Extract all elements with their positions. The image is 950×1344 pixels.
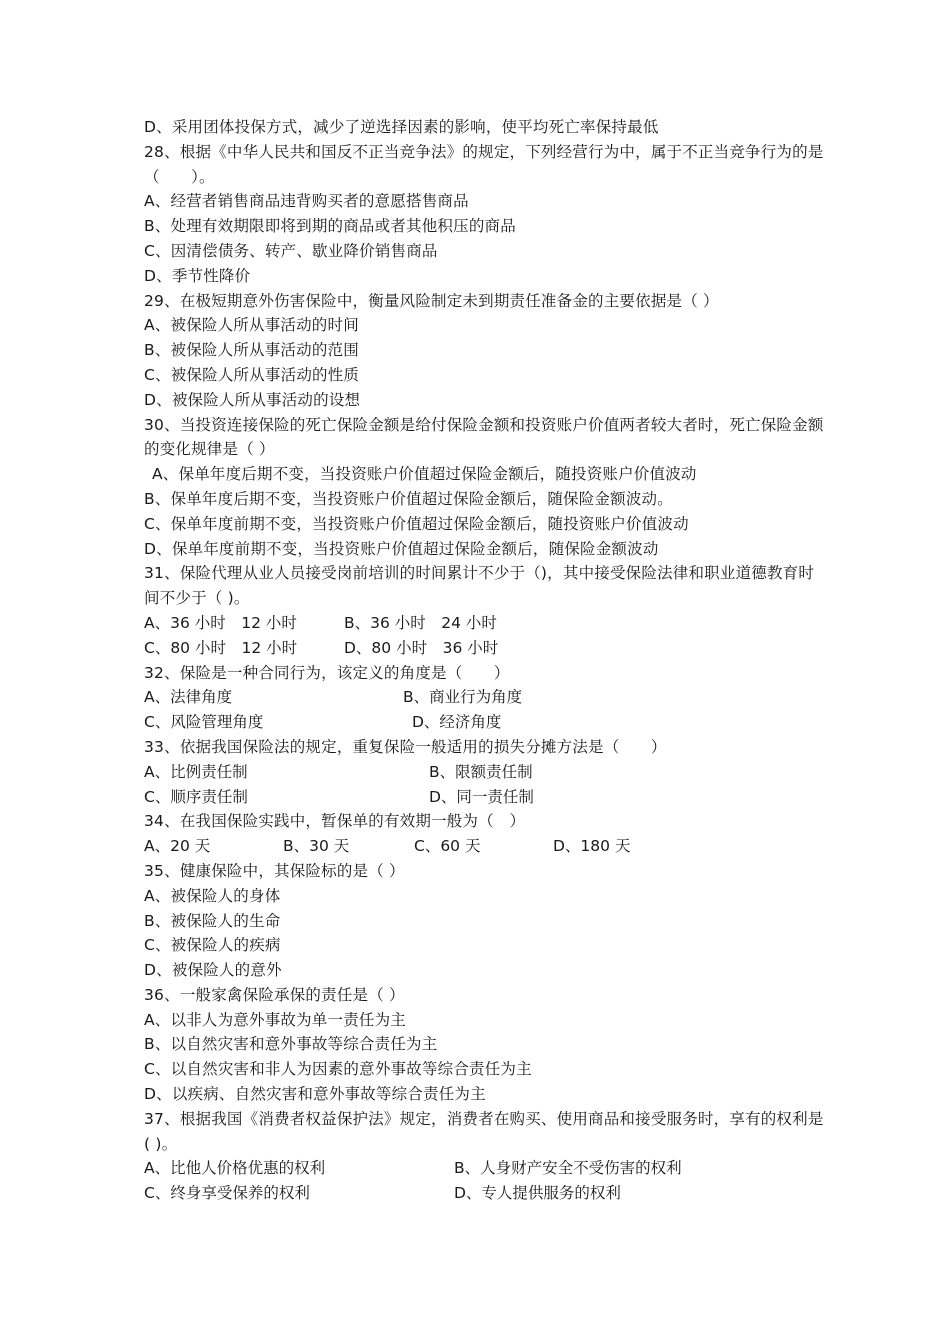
q34-option-b: B、30 天: [283, 837, 350, 856]
q32-option-c: C、风险管理角度: [144, 713, 264, 732]
q36-stem: 36、一般家禽保险承保的责任是（ ）: [144, 985, 405, 1004]
q29-stem: 29、在极短期意外伤害保险中，衡量风险制定未到期责任准备金的主要依据是（ ）: [144, 291, 719, 310]
q35-option-c: C、被保险人的疾病: [144, 936, 281, 955]
q29-option-a: A、被保险人所从事活动的时间: [144, 316, 359, 335]
q30-option-d: D、保单年度前期不变，当投资账户价值超过保险金额后，随保险金额波动: [144, 539, 659, 558]
q37-option-c: C、终身享受保养的权利: [144, 1184, 310, 1203]
q31-option-a: A、36 小时 12 小时: [144, 613, 297, 632]
q37-option-a: A、比他人价格优惠的权利: [144, 1159, 326, 1178]
q29-option-c: C、被保险人所从事活动的性质: [144, 365, 360, 384]
q32-option-b: B、商业行为角度: [403, 688, 523, 707]
q35-stem: 35、健康保险中，其保险标的是（ ）: [144, 861, 405, 880]
q32-option-d: D、经济角度: [412, 713, 502, 732]
q30-option-b: B、保单年度后期不变，当投资账户价值超过保险金额后，随保险金额波动。: [144, 489, 673, 508]
q31-option-b: B、36 小时 24 小时: [344, 613, 497, 632]
q37-option-d: D、专人提供服务的权利: [454, 1184, 621, 1203]
q33-option-d: D、同一责任制: [429, 787, 534, 806]
question-list: [144, 115, 824, 1206]
q30-option-a: A、保单年度后期不变，当投资账户价值超过保险金额后，随投资账户价值波动: [152, 465, 697, 484]
q30-stem: 30、当投资连接保险的死亡保险金额是给付保险金额和投资账户价值两者较大者时，死亡保险金额的变化规律是（ ）: [144, 415, 824, 459]
q34-option-a: A、20 天: [144, 837, 211, 856]
q34-option-d: D、180 天: [553, 837, 631, 856]
q31-stem: 31、保险代理从业人员接受岗前培训的时间累计不少于（)，其中接受保险法律和职业道德教育时间不少于（ )。: [144, 564, 815, 608]
q29-option-b: B、被保险人所从事活动的范围: [144, 341, 359, 360]
q28-option-d: D、季节性降价: [144, 266, 251, 285]
q31-options-row: [144, 636, 824, 661]
q33-options-row: [144, 760, 824, 785]
q36-option-c: C、以自然灾害和非人为因素的意外事故等综合责任为主: [144, 1060, 532, 1079]
q31-option-c: C、80 小时 12 小时: [144, 638, 298, 657]
q31-option-d: D、80 小时 36 小时: [344, 638, 499, 657]
q29-option-d: D、被保险人所从事活动的设想: [144, 390, 361, 409]
q33-stem: 33、依据我国保险法的规定，重复保险一般适用的损失分摊方法是（ ）: [144, 737, 667, 756]
q34-options-row: [144, 834, 824, 859]
q30-option-c: C、保单年度前期不变，当投资账户价值超过保险金额后，随投资账户价值波动: [144, 514, 689, 533]
q36-option-b: B、以自然灾害和意外事故等综合责任为主: [144, 1035, 438, 1054]
q28-option-c: C、因清偿债务、转产、歇业降价销售商品: [144, 241, 438, 260]
q32-option-a: A、法律角度: [144, 688, 233, 707]
q33-options-row: [144, 785, 824, 810]
q32-stem: 32、保险是一种合同行为，该定义的角度是（ ）: [144, 663, 510, 682]
q37-option-b: B、人身财产安全不受伤害的权利: [454, 1159, 682, 1178]
q35-option-a: A、被保险人的身体: [144, 886, 281, 905]
q27-option-d: D、采用团体投保方式，减少了逆选择因素的影响，使平均死亡率保持最低: [144, 118, 659, 136]
q32-options-row: [144, 685, 824, 710]
q35-option-b: B、被保险人的生命: [144, 911, 281, 930]
q35-option-d: D、被保险人的意外: [144, 961, 282, 980]
q37-options-row: [144, 1181, 824, 1206]
q33-option-a: A、比例责任制: [144, 762, 248, 781]
q36-option-a: A、以非人为意外事故为单一责任为主: [144, 1010, 407, 1029]
q28-stem: 28、根据《中华人民共和国反不正当竞争法》的规定，下列经营行为中，属于不正当竞争行为的是（ ）。: [144, 142, 824, 186]
q37-stem: 37、根据我国《消费者权益保护法》规定，消费者在购买、使用商品和接受服务时，享有的权利是( )。: [144, 1109, 824, 1153]
q31-options-row: [144, 611, 824, 636]
q34-stem: 34、在我国保险实践中，暂保单的有效期一般为（ ）: [144, 812, 526, 831]
q36-option-d: D、以疾病、自然灾害和意外事故等综合责任为主: [144, 1085, 486, 1104]
q28-option-b: B、处理有效期限即将到期的商品或者其他积压的商品: [144, 217, 516, 236]
q34-option-c: C、60 天: [414, 837, 481, 856]
q32-options-row: [144, 710, 824, 735]
q28-option-a: A、经营者销售商品违背购买者的意愿搭售商品: [144, 192, 469, 211]
q33-option-b: B、限额责任制: [429, 762, 533, 781]
q37-options-row: [144, 1156, 824, 1181]
q33-option-c: C、顺序责任制: [144, 787, 248, 806]
